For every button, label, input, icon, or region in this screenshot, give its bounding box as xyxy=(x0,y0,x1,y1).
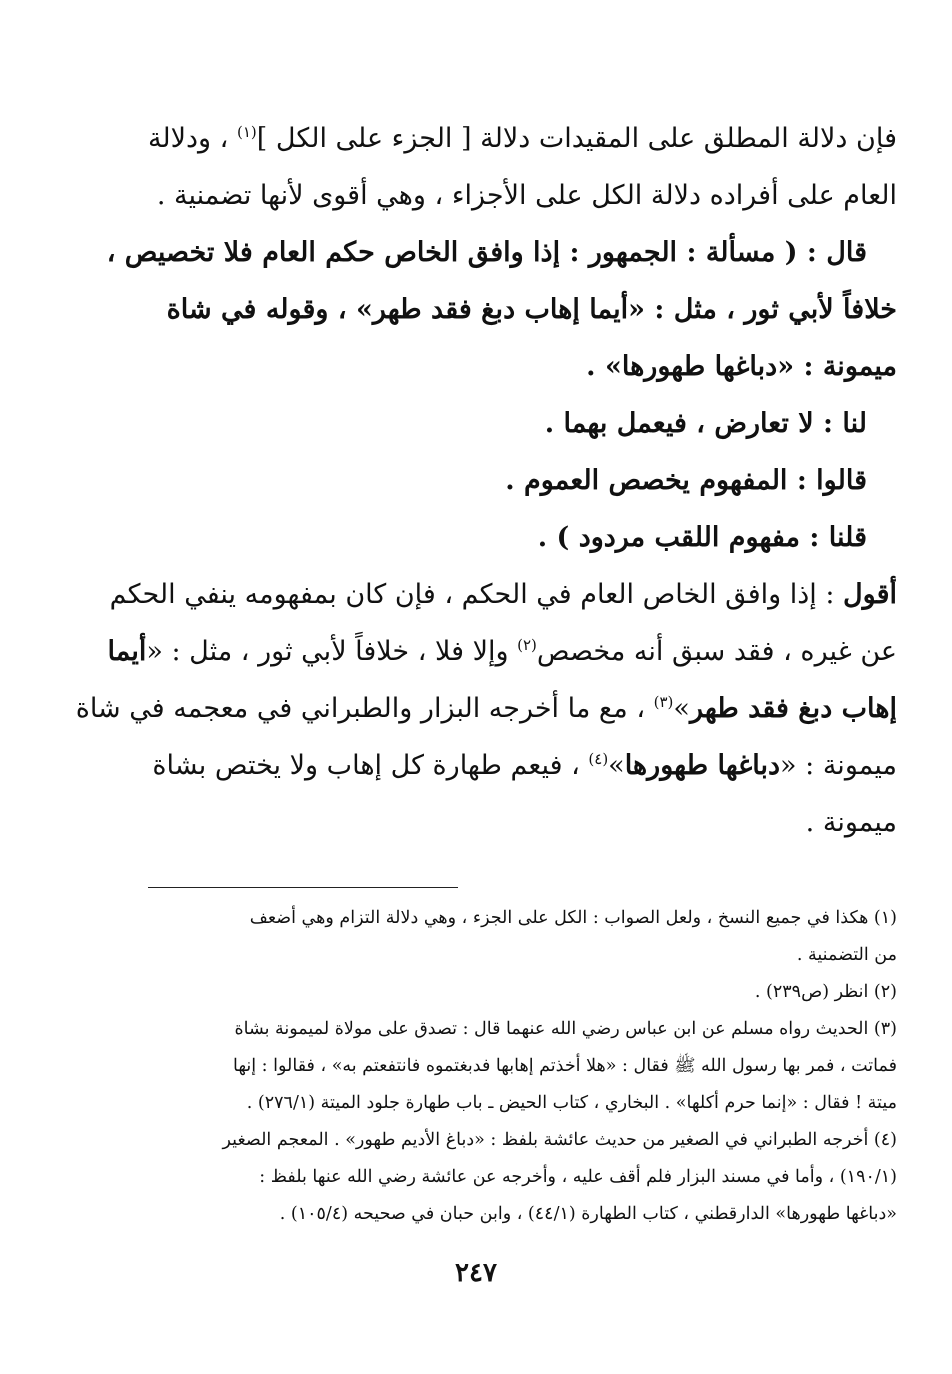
footnote-line: (٣) الحديث رواه مسلم عن ابن عباس رضي الله عنهما قال : تصدق على مولاة لميمونة بشاة xyxy=(234,1019,897,1039)
text-span: ميمونة : « xyxy=(780,750,897,781)
footnote-ref[interactable]: (٣) xyxy=(653,693,674,711)
text-line: قلنا : مفهوم اللقب مردود ) . xyxy=(537,522,867,553)
footnote-line: فماتت ، فمر بها رسول الله ﷺ فقال : «هلا أخذتم إهابها فدبغتموه فانتفعتم به» ، فقالوا : إنها xyxy=(232,1056,897,1076)
footnote-line: من التضمنية . xyxy=(796,945,897,965)
main-text xyxy=(75,110,897,851)
text-span: : إذا وافق الخاص العام في الحكم ، فإن كان بمفهومه ينفي الحكم xyxy=(109,579,844,610)
text-line xyxy=(148,110,897,167)
hadith-text: دباغها طهورها xyxy=(624,750,781,781)
hadith-text: أيما xyxy=(107,636,147,667)
text-line xyxy=(75,680,897,737)
bold-term: أقول xyxy=(843,579,897,610)
text-line: قال : ( مسألة : الجمهور : إذا وافق الخاص حكم العام فلا تخصيص ، xyxy=(106,237,867,268)
quote-mark: » xyxy=(673,693,690,724)
text-line: قالوا : المفهوم يخصص العموم . xyxy=(505,465,867,496)
quote-mark: » xyxy=(608,750,625,781)
text-span: ، فيعم طهارة كل إهاب ولا يختص بشاة xyxy=(152,750,589,781)
footnote-line: (١٩٠/١) ، وأما في مسند البزار فلم أقف عليه ، وأخرجه عن عائشة رضي الله عنها بلفظ : xyxy=(259,1167,897,1187)
footnote-line: ميتة ! فقال : «إنما حرم أكلها» . البخاري ، كتاب الحيض ـ باب طهارة جلود الميتة (٢٧٦/١) . xyxy=(246,1093,897,1113)
text-span: فإن دلالة المطلق على المقيدات دلالة [ الجزء على الكل ] xyxy=(256,123,897,154)
hadith-text: إهاب دبغ فقد طهر xyxy=(689,693,897,724)
text-line: العام على أفراده دلالة الكل على الأجزاء ، وهي أقوى لأنها تضمنية . xyxy=(156,180,897,211)
footnote-line: (١) هكذا في جميع النسخ ، ولعل الصواب : الكل على الجزء ، وهي دلالة التزام وهي أضعف xyxy=(249,908,897,928)
text-line xyxy=(148,737,897,794)
footnote-line: (٢) انظر (ص٢٣٩) . xyxy=(754,982,897,1002)
footnotes xyxy=(148,900,897,1233)
footnote-divider xyxy=(148,887,458,888)
text-line: خلافاً لأبي ثور ، مثل : «أيما إهاب دبغ فقد طهر» ، وقوله في شاة xyxy=(166,294,897,325)
text-line: ميمونة : «دباغها طهورها» . xyxy=(586,351,897,382)
text-line: لنا : لا تعارض ، فيعمل بهما . xyxy=(544,408,867,439)
footnote-line: «دباغها طهورها» الدارقطني ، كتاب الطهارة (٤٤/١) ، وابن حبان في صحيحه (١٠٥/٤) . xyxy=(279,1204,897,1224)
text-span: ، ودلالة xyxy=(147,123,237,154)
footnote-ref[interactable]: (٢) xyxy=(517,636,537,654)
page-number: ٢٤٧ xyxy=(455,1258,497,1288)
text-line xyxy=(107,623,897,680)
footnote-line: (٤) أخرجه الطبراني في الصغير من حديث عائشة بلفظ : «دباغ الأديم طهور» . المعجم الصغير xyxy=(222,1130,897,1150)
text-span: ، مع ما أخرجه البزار والطبراني في معجمه في شاة xyxy=(75,693,654,724)
text-span: عن غيره ، فقد سبق أنه مخصص xyxy=(536,636,897,667)
text-line xyxy=(109,566,897,623)
text-line: ميمونة . xyxy=(805,807,897,838)
footnote-ref[interactable]: (٤) xyxy=(588,750,609,768)
text-span: وإلا فلا ، خلافاً لأبي ثور ، مثل : « xyxy=(146,636,518,667)
footnote-ref[interactable]: (١) xyxy=(236,123,257,141)
